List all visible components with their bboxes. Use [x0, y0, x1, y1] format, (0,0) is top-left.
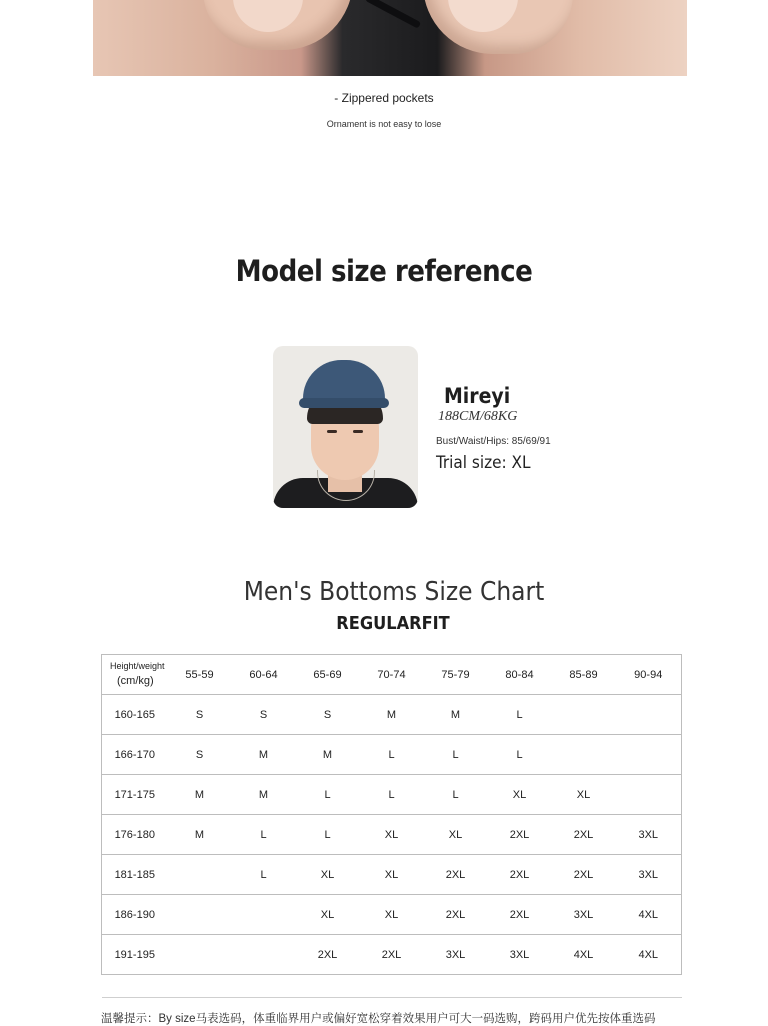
size-cell: [616, 735, 682, 775]
size-cell: XL: [488, 775, 552, 815]
size-cell: S: [168, 735, 232, 775]
size-cell: S: [232, 695, 296, 735]
size-cell: 2XL: [552, 815, 616, 855]
size-cell: L: [232, 855, 296, 895]
header-corner-cell: [102, 655, 168, 695]
table-row: [102, 895, 682, 935]
size-cell: 3XL: [552, 895, 616, 935]
table-row: [102, 855, 682, 895]
table-row: [102, 935, 682, 975]
size-chart-title: Men's Bottoms Size Chart: [243, 577, 545, 607]
size-cell: M: [232, 735, 296, 775]
size-cell: L: [488, 735, 552, 775]
weight-column-header: 55-59: [168, 655, 232, 695]
height-cell: 171-175: [102, 775, 168, 815]
size-cell: 2XL: [488, 815, 552, 855]
header-corner-line1: Height/weight: [110, 661, 165, 671]
size-cell: L: [360, 775, 424, 815]
height-cell: 166-170: [102, 735, 168, 775]
size-cell: XL: [360, 895, 424, 935]
size-cell: 2XL: [360, 935, 424, 975]
table-row: [102, 735, 682, 775]
size-cell: M: [424, 695, 488, 735]
size-cell: 4XL: [616, 935, 682, 975]
size-cell: XL: [360, 815, 424, 855]
model-photo: [273, 346, 418, 508]
size-cell: 2XL: [488, 895, 552, 935]
weight-column-header: 85-89: [552, 655, 616, 695]
table-row: [102, 775, 682, 815]
size-cell: XL: [360, 855, 424, 895]
size-cell: [552, 695, 616, 735]
size-cell: L: [424, 775, 488, 815]
size-cell: XL: [296, 855, 360, 895]
feature-title: - Zippered pockets: [334, 91, 434, 105]
size-cell: 3XL: [424, 935, 488, 975]
weight-column-header: 70-74: [360, 655, 424, 695]
size-tip-note: 温馨提示：By size马表选码，体重临界用户或偏好宽松穿着效果用户可大一码选购，跨码用户优先按体重选码: [101, 1013, 656, 1025]
note-divider: [102, 997, 682, 998]
height-cell: 181-185: [102, 855, 168, 895]
size-cell: S: [168, 695, 232, 735]
model-section-title: Model size reference: [235, 254, 533, 288]
size-cell: M: [360, 695, 424, 735]
product-detail-photo: [93, 0, 687, 76]
model-eye-right: [353, 430, 363, 433]
model-cap-brim: [299, 398, 389, 408]
weight-column-header: 60-64: [232, 655, 296, 695]
size-cell: L: [360, 735, 424, 775]
size-cell: M: [296, 735, 360, 775]
size-cell: L: [488, 695, 552, 735]
size-cell: L: [296, 815, 360, 855]
size-cell: L: [232, 815, 296, 855]
weight-column-header: 90-94: [616, 655, 682, 695]
size-cell: M: [168, 815, 232, 855]
size-cell: 2XL: [552, 855, 616, 895]
header-corner-line2: (cm/kg): [117, 675, 154, 687]
size-chart-table: [101, 654, 682, 975]
size-cell: 2XL: [424, 895, 488, 935]
size-cell: L: [296, 775, 360, 815]
size-cell: M: [168, 775, 232, 815]
size-cell: XL: [296, 895, 360, 935]
size-cell: XL: [424, 815, 488, 855]
table-row: [102, 815, 682, 855]
size-cell: 4XL: [616, 895, 682, 935]
size-cell: 2XL: [296, 935, 360, 975]
feature-subtitle: Ornament is not easy to lose: [326, 119, 442, 129]
weight-column-header: 80-84: [488, 655, 552, 695]
size-cell: S: [296, 695, 360, 735]
size-cell: [552, 735, 616, 775]
size-cell: [232, 895, 296, 935]
model-name: Mireyi: [444, 384, 511, 408]
model-measurements: Bust/Waist/Hips: 85/69/91: [436, 436, 551, 447]
size-cell: [168, 855, 232, 895]
size-cell: M: [232, 775, 296, 815]
weight-column-header: 65-69: [296, 655, 360, 695]
model-eye-left: [327, 430, 337, 433]
size-cell: [616, 695, 682, 735]
size-cell: [232, 935, 296, 975]
size-cell: [616, 775, 682, 815]
size-cell: 4XL: [552, 935, 616, 975]
height-cell: 160-165: [102, 695, 168, 735]
height-cell: 176-180: [102, 815, 168, 855]
weight-column-header: 75-79: [424, 655, 488, 695]
model-height-weight: 188CM/68KG: [438, 409, 518, 424]
size-cell: 2XL: [488, 855, 552, 895]
size-cell: XL: [552, 775, 616, 815]
size-cell: 3XL: [488, 935, 552, 975]
height-cell: 186-190: [102, 895, 168, 935]
size-cell: 3XL: [616, 855, 682, 895]
size-cell: [168, 935, 232, 975]
size-cell: L: [424, 735, 488, 775]
height-cell: 191-195: [102, 935, 168, 975]
size-cell: 3XL: [616, 815, 682, 855]
zipper-pull: [365, 0, 421, 29]
model-trial-size: Trial size: XL: [436, 453, 531, 473]
size-cell: [168, 895, 232, 935]
size-cell: 2XL: [424, 855, 488, 895]
size-chart-fit: REGULARFIT: [336, 613, 450, 634]
table-row: [102, 695, 682, 735]
size-chart-header-row: [102, 655, 682, 695]
